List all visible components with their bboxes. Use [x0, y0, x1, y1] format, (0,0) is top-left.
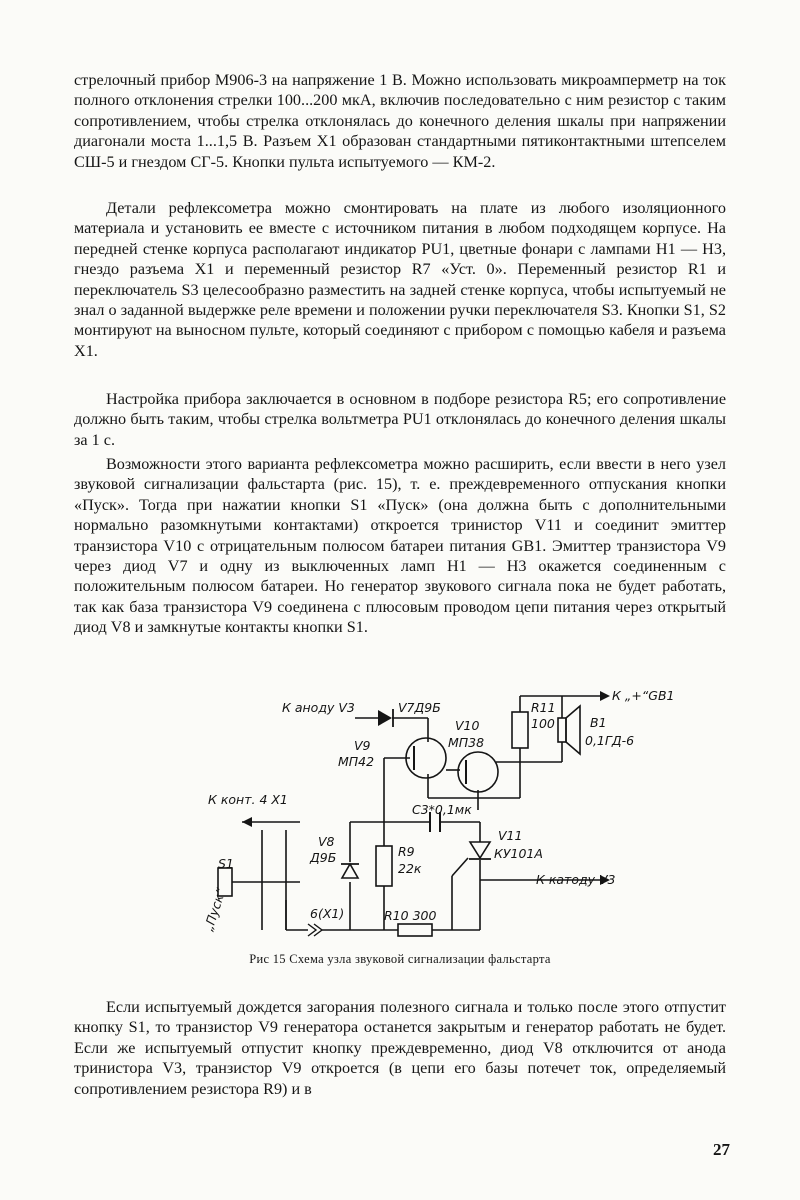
label-v10: V10 — [455, 718, 480, 733]
page-number: 27 — [713, 1140, 730, 1159]
label-b1: B1 — [590, 715, 607, 730]
label-r11-value: 100 — [531, 716, 555, 731]
label-v8: V8 — [318, 834, 335, 849]
thyristor-v11 — [469, 842, 491, 859]
diode-v7 — [378, 709, 393, 727]
paragraph-2: Детали рефлексометра можно смонтировать на плате из любого изоляционного материала и установить ее вместе с источником питания в любом подходящем корпусе. На передней стенке корпуса располагают индикатор PU1, цветные фонари с лампами H1 — H3, гнездо разъема X1 и переменный резистор R7 «Уст. 0». Переменный резистор R1 и переключатель S3 целесообразно разместить на задней стенке корпуса, чтобы испытуемый не знал о заданной выдержке реле времени и положении ручки переключателя S3. Кнопки S1, S2 монтируют на выносном пульте, который соединяют с прибором с помощью кабеля и разъема X1. — [74, 199, 726, 360]
label-cathode-v3: К катоду V3 — [536, 872, 616, 887]
paragraph-5: Если испытуемый дождется загорания полезного сигнала и только после этого отпустит кнопку S1, то транзистор V9 генератора останется закрытым и генератор работать не будет. Если же испытуемый отпустит кнопку преждевременно, диод V8 отключится от анода тринистора V3, транзистор V9 откроется (в цепи его базы потечет ток, определяемый сопротивлением резистора R9) и в — [74, 998, 726, 1098]
label-v8-type: Д9Б — [310, 850, 337, 865]
paragraph-1: стрелочный прибор М906-3 на напряжение 1 В. Можно использовать микроамперметр на ток полного отклонения стрелки 100...200 мкА, включив последовательно с ним резистор с таким сопротивлением, чтобы стрелка отклонялась до конечного деления шкалы при напряжении диагонали моста 1...1,5 В. Разъем X1 образован стандартными пятиконтактными штепселем СШ-5 и гнездом СГ-5. Кнопки пульта испытуемого — КМ-2. — [74, 71, 726, 171]
label-x1: 6(X1) — [310, 906, 345, 921]
transistor-v10 — [458, 752, 498, 792]
transistor-v9 — [406, 738, 446, 778]
diode-v8 — [341, 864, 359, 878]
figure-caption: Рис 15 Схема узла звуковой сигнализации фальстарта — [249, 952, 551, 966]
paragraph-4: Возможности этого варианта рефлексометра можно расширить, если ввести в него узел звуковой сигнализации фальстарта (рис. 15), т. е. преждевременного отпускания кнопки «Пуск». Тогда при нажатии кнопки S1 «Пуск» (она должна быть с дополнительными нормально разомкнутыми контактами) откроется тринистор V11 и соединит эмиттер транзистора V10 с отрицательным полюсом батареи питания GB1. Эмиттер транзистора V9 через диод V7 и одну из выключенных ламп H1 — H3 окажется соединенным с положительным полюсом батареи. Но генератор звукового сигнала пока не будет работать, так как база транзистора V9 соединена с плюсовым проводом цепи питания через открытый диод V8 и замкнутые контакты кнопки S1. — [74, 455, 726, 637]
label-v9-type: МП42 — [338, 754, 375, 769]
label-r11: R11 — [531, 700, 556, 715]
resistor-r9 — [376, 846, 392, 886]
resistor-r10 — [398, 924, 432, 936]
label-s1: S1 — [218, 856, 234, 871]
paragraph-3: Настройка прибора заключается в основном в подборе резистора R5; его сопротивление должно быть таким, чтобы стрелка вольтметра PU1 отклонялась до конечного деления шкалы за 1 с. — [74, 390, 726, 449]
label-v9: V9 — [354, 738, 371, 753]
schematic-figure — [0, 660, 800, 950]
resistor-r11 — [512, 712, 528, 748]
label-r9: R9 — [398, 844, 415, 859]
label-v11-type: КУ101А — [494, 846, 543, 861]
label-v10-type: МП38 — [448, 735, 485, 750]
label-v11: V11 — [498, 828, 523, 843]
label-r9-value: 22к — [398, 861, 422, 876]
label-c3: C3*0,1мк — [412, 802, 472, 817]
label-v7: V7Д9Б — [398, 700, 441, 715]
label-r10: R10 300 — [384, 908, 437, 923]
label-gb1: К „+“GB1 — [612, 688, 675, 703]
label-b1-type: 0,1ГД-6 — [585, 733, 635, 748]
label-pusk: „Пуск“ — [200, 886, 229, 933]
label-kont: К конт. 4 X1 — [208, 792, 288, 807]
label-anode-v3: К аноду V3 — [282, 700, 355, 715]
